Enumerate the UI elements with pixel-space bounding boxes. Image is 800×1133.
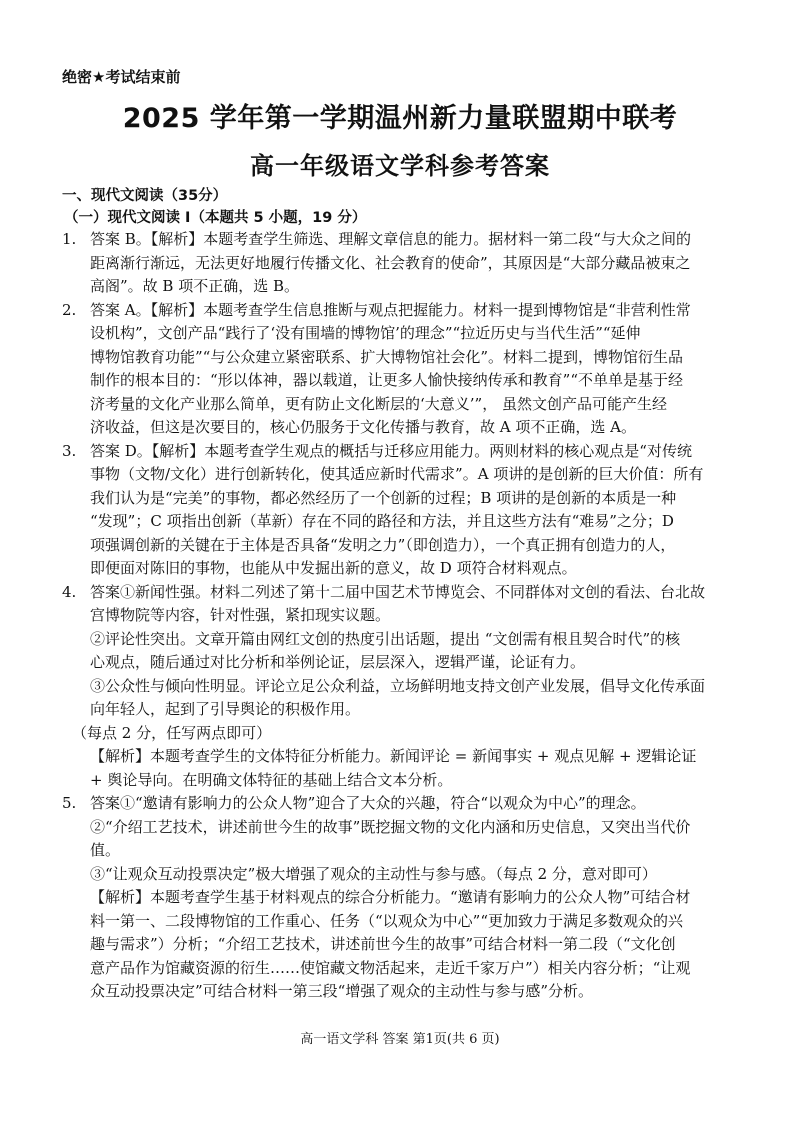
answer-line: 我们认为是“完美”的事物，都必然经历了一个创新的过程；B 项讲的是创新的本质是一种 [90,488,677,507]
answer-line: 项强调创新的关键在于主体是否具备“发明之力”（即创造力），一个真正拥有创造力的人， [90,535,676,554]
answer-line: ③“让观众互动投票决定”极大增强了观众的主动性与参与感。（每点 2 分，意对即可） [90,864,657,883]
question-2 [62,299,752,440]
answer-line: 答案①“邀请有影响力的公众人物”迎合了大众的兴趣，符合“以观众为中心”的理念。 [90,794,646,812]
question-number: 4. [62,582,77,601]
answer-line: 宫博物院等内容，针对性强，紧扣现实议题。 [90,606,391,624]
answer-line: 答案 D。【解析】本题考查学生观点的概括与迁移应用能力。两则材料的核心观点是“对传统 [90,441,692,460]
answer-line: ②“介绍工艺技术，讲述前世今生的故事”既挖掘文物的文化内涵和历史信息，又突出当代价 [90,817,691,836]
subsection-heading: （一）现代文阅读 I（本题共 5 小题，19 分） [64,210,367,226]
analysis-line: 【解析】本题考查学生基于材料观点的综合分析能力。“邀请有影响力的公众人物”可结合材 [90,888,691,906]
answer-line: 值。 [90,841,121,859]
confidential-label: 绝密★考试结束前 [62,68,181,86]
answer-line: 即便面对陈旧的事物，也能从中发掘出新的意义，故 D 项符合材料观点。 [90,559,577,577]
answer-line: 制作的根本目的：“形以体神，器以载道，让更多人愉快接纳传承和教育”“不单单是基于经 [90,371,684,389]
analysis-line: 趣与需求”）分析；“介绍工艺技术，讲述前世今生的故事”可结合材料一第二段（“文化创 [90,935,676,953]
answer-line: 济收益，但这是次要目的，核心仍服务于文化传播与教育，故 A 项不正确，选 A。 [90,418,636,436]
question-5 [62,792,752,1004]
analysis-line: + 舆论导向。在明确文体特征的基础上结合文本分析。 [90,770,453,789]
page-footer: 高一语文学科 答案 第1页(共 6 页) [300,1032,500,1047]
answer-line: “发现”；C 项指出创新（革新）存在不同的路径和方法，并且这些方法有“难易”之分；D [90,512,674,530]
answer-line: 事物（文物/文化）进行创新转化，使其适应新时代需求”。A 项讲的是创新的巨大价值：所有 [90,465,704,483]
page-subtitle: 高一年级语文学科参考答案 [250,152,550,180]
question-number: 3. [62,441,77,460]
answer-line: 济考量的文化产业那么简单，更有防止文化断层的‘大意义’”， 虽然文创产品可能产生经 [90,394,667,413]
answer-line: 博物馆教育功能”“与公众建立紧密联系、扩大博物馆社会化”。材料二提到，博物馆衍生品 [90,347,684,366]
answer-line: 向年轻人，起到了引导舆论的积极作用。 [90,700,361,718]
question-number: 1. [62,230,77,248]
question-3 [62,440,752,581]
analysis-line: 意产品作为馆藏资源的衍生……使馆藏文物活起来，走近千家万户”）相关内容分析；“让观 [90,958,691,977]
question-number: 5. [62,794,77,812]
analysis-line: 料一第一、二段博物馆的工作重心、任务（“以观众为中心”“更加致力于满足多数观众的兴 [90,911,684,930]
answer-line: 答案 B。【解析】本题考查学生筛选、理解文章信息的能力。据材料一第二段“与大众之间的 [90,230,691,248]
answer-line: ③公众性与倾向性明显。评论立足公众利益，立场鲜明地支持文创产业发展，倡导文化传承面 [90,676,706,695]
answer-line: 答案①新闻性强。材料二列述了第十二届中国艺术节博览会、不同群体对文创的看法、台北故 [90,582,706,601]
page-title: 2025 学年第一学期温州新力量联盟期中联考 [122,103,678,134]
analysis-line: 【解析】本题考查学生的文体特征分析能力。新闻评论 = 新闻事实 + 观点见解 + 逻辑论证 [90,747,697,765]
section-heading: 一、现代文阅读（35分） [62,188,228,204]
answer-line: 距离渐行渐远，无法更好地履行传播文化、社会教育的使命”，其原因是“大部分藏品被束之 [90,253,691,272]
answer-line: 答案 A。【解析】本题考查学生信息推断与观点把握能力。材料一提到博物馆是“非营利性常 [90,300,691,319]
answer-body [62,228,752,1004]
scoring-note: （每点 2 分，任写两点即可） [72,723,272,742]
answer-line: 设机构”，文创产品“践行了‘没有围墙的博物馆’的理念”“拉近历史与当代生活”“延伸 [90,324,641,342]
question-1 [62,228,752,299]
question-number: 2. [62,300,77,319]
answer-line: 高阁”。故 B 项不正确，选 B。 [90,277,300,295]
answer-line: 心观点，随后通过对比分析和举例论证，层层深入，逻辑严谨，论证有力。 [90,653,586,671]
analysis-line: 众互动投票决定”可结合材料一第三段“增强了观众的主动性与参与感”分析。 [90,982,594,1000]
answer-line: ②评论性突出。文章开篇由网红文创的热度引出话题，提出 “文创需有根且契合时代”的核 [90,629,681,648]
question-4 [62,581,752,793]
